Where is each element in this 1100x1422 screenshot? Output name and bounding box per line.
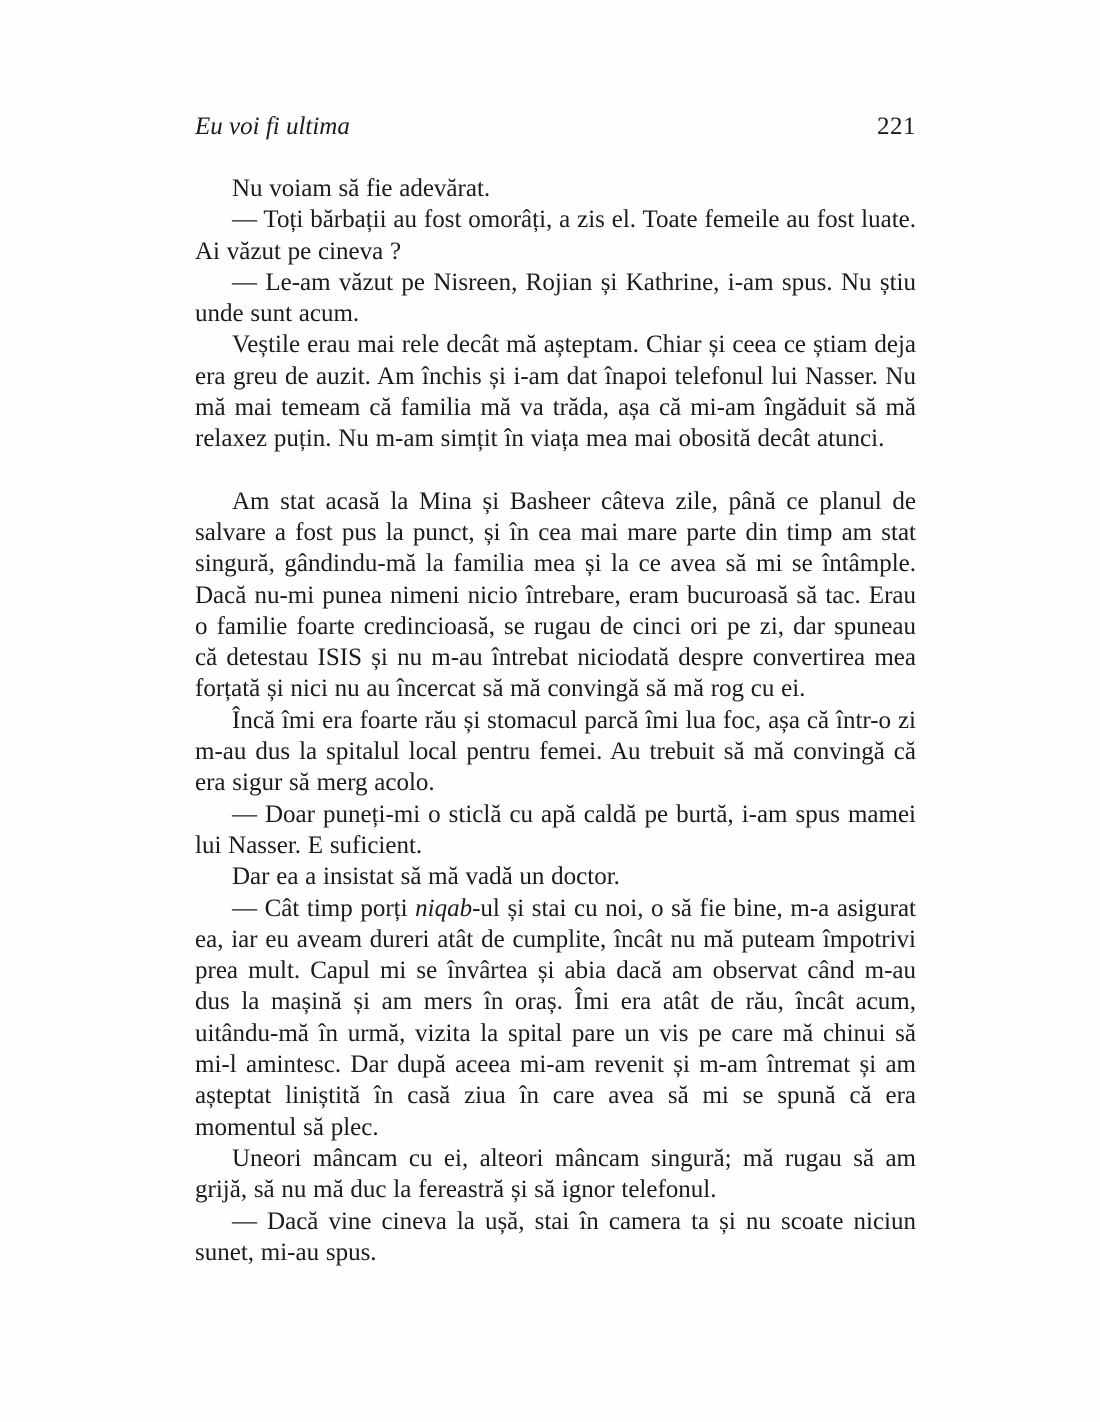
text-run: Veștile erau mai rele decât mă așteptam. Chiar și ceea ce știam deja era greu de auzit. Am închis și i-am dat înapoi telefonul lui Nasser. Nu mă mai temeam că familia mă va trăda, așa că mi-am îngăduit să mă relaxez puțin. Nu m-am simțit în viața mea mai obosită decât atunci. bbox=[195, 331, 916, 453]
text-run: Încă îmi era foarte rău și stomacul parcă îmi lua foc, așa că într-o zi m-au dus la spitalul local pentru femei. Au trebuit să mă convingă că era sigur să merg acolo. bbox=[195, 706, 916, 797]
text-run: -ul și stai cu noi, o să fie bine, m-a asigurat ea, iar eu aveam dureri atât de cumplite, încât nu mă puteam împotrivi prea mult. Capul mi se învârtea și abia dacă am observat când m-au dus la mașină și am mers în oraș. Îmi era atât de rău, încât acum, uitându-mă în urmă, vizita la spital pare un vis pe care mă chinui să mi-l amintesc. Dar după aceea mi-am revenit și m-am întremat și am așteptat liniștită în casă ziua în care avea să mi se spună că era momentul să plec. bbox=[195, 894, 916, 1141]
italic-term: niqab bbox=[415, 894, 473, 922]
paragraph bbox=[195, 486, 916, 705]
text-run: — Doar puneți-mi o sticlă cu apă caldă pe burtă, i-am spus mamei lui Nasser. E suficient. bbox=[195, 800, 916, 859]
text-run: Uneori mâncam cu ei, alteori mâncam singură; mă rugau să am grijă, să nu mă duc la fereastră și să ignor telefonul. bbox=[195, 1144, 916, 1204]
paragraph bbox=[195, 799, 916, 862]
paragraph bbox=[195, 329, 916, 454]
text-run: — Cât timp porți bbox=[232, 894, 416, 922]
text-run: Am stat acasă la Mina și Basheer câteva zile, până ce planul de salvare a fost pus la punct, și în cea mai mare parte din timp am stat singură, gândindu-mă la familia mea și la ce avea să mi se întâmple. Dacă nu-mi punea nimeni nicio întrebare, eram bucuroasă să tac. Erau o familie foarte credincioasă, se rugau de cinci ori pe zi, dar spuneau că detestau ISIS și nu m-au întrebat niciodată despre convertirea mea forțată și nici nu au încercat să mă convingă să mă rog cu ei. bbox=[195, 487, 916, 703]
page-number: 221 bbox=[877, 113, 916, 140]
text-run: — Le-am văzut pe Nisreen, Rojian și Kathrine, i-am spus. Nu știu unde sunt acum. bbox=[195, 268, 916, 328]
text-block bbox=[195, 173, 916, 1268]
paragraph bbox=[195, 1143, 916, 1206]
paragraph bbox=[195, 267, 916, 330]
paragraph bbox=[195, 173, 916, 204]
page-header bbox=[195, 112, 916, 142]
paragraph bbox=[195, 705, 916, 799]
text-run: — Dacă vine cineva la ușă, stai în camera ta și nu scoate niciun sunet, mi-au spus. bbox=[195, 1207, 916, 1266]
text-run: Nu voiam să fie adevărat. bbox=[232, 175, 491, 202]
text-run: — Toți bărbații au fost omorâți, a zis el. Toate femeile au fost luate. Ai văzut pe cineva ? bbox=[195, 206, 916, 265]
paragraph bbox=[195, 1206, 916, 1269]
running-title: Eu voi fi ultima bbox=[195, 113, 350, 140]
paragraph bbox=[195, 893, 916, 1143]
text-run: Dar ea a insistat să mă vadă un doctor. bbox=[232, 863, 620, 891]
paragraph bbox=[195, 204, 916, 267]
paragraph bbox=[195, 861, 916, 892]
page-content bbox=[195, 112, 916, 1268]
